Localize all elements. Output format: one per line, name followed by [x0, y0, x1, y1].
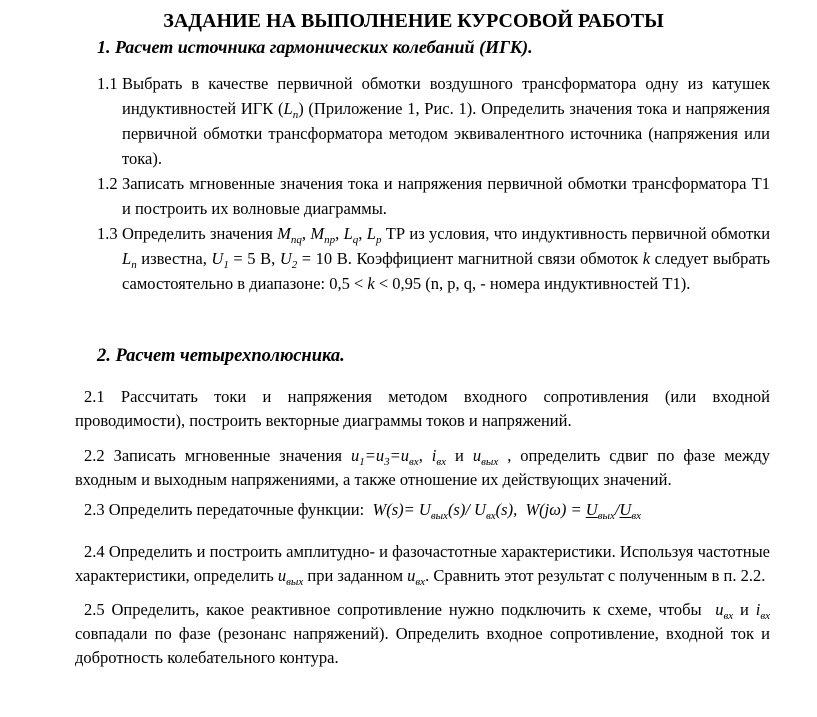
document-title: ЗАДАНИЕ НА ВЫПОЛНЕНИЕ КУРСОВОЙ РАБОТЫ	[163, 10, 664, 32]
task-item-1-1	[97, 71, 770, 171]
task-item-text: Записать мгновенные значения тока и напряжения первичной обмотки трансформатора Т1 и построить их волновые диаграммы.	[122, 174, 770, 218]
task-para-2-5: 2.5 Определить, какое реактивное сопротивление нужно подключить к схеме, чтобы $u_{вх}$ и $i_{вх}$ совпадали по фазе (резонанс напряжений). Определить входное сопротивление, входной ток и добротность колебательного контура.	[75, 600, 770, 667]
task-item-number: 1.1	[97, 74, 118, 93]
task-item-number: 1.3	[97, 224, 118, 243]
section-1-heading: 1. Расчет источника гармонических колебаний (ИГК).	[97, 37, 533, 57]
section-1-task-list	[75, 71, 770, 296]
task-item-1-2	[97, 171, 770, 221]
task-item-text: Определить значения $M_{nq}$, $M_{np}$, $L_q$, $L_p$ ТР из условия, что индуктивность первичной обмотки $L_n$ известна, $U_1 = 5$ В, $U_2 = 10$ В. Коэффициент магнитной связи обмоток k следует выбрать самостоятельно в диапазоне: 0,5 < k < 0,95 (n, p, q, - номера индуктивностей Т1).	[122, 224, 771, 293]
section-2-heading: 2. Расчет четырехполюсника.	[97, 346, 345, 366]
task-para-2-2: 2.2 Записать мгновенные значения $u_1=u_3=u_{вх}$, $i_{вх}$ и $u_{вых}$ , определить сдвиг по фазе между входным и выходным напряжениями, а также отношение их действующих значений.	[75, 446, 771, 489]
task-item-number: 1.2	[97, 174, 118, 193]
task-para-2-3: 2.3 Определить передаточные функции: $W(s)= U_{вых}(s)/$ $U_{вх}(s)$, $W(j\omega) = U_{вых}/U_{вх}$	[84, 500, 642, 522]
task-item-text: Выбрать в качестве первичной обмотки воздушного трансформатора одну из катушек индуктивностей ИГК $(L_n)$ (Приложение 1, Рис. 1). Определить значения тока и напряжения первичной обмотки трансформатора методом эквивалентного источника (напряжения или тока).	[122, 74, 770, 168]
task-para-2-1: 2.1 Рассчитать токи и напряжения методом входного сопротивления (или входной проводимости), построить векторные диаграммы токов и напряжений.	[75, 387, 770, 430]
task-item-1-3	[97, 221, 770, 296]
task-para-2-4: 2.4 Определить и построить амплитудно- и фазочастотные характеристики. Используя частотные характеристики, определить $u_{вых}$ при заданном $u_{вх}$. Сравнить этот результат с полученным в п. 2.2.	[75, 542, 770, 588]
